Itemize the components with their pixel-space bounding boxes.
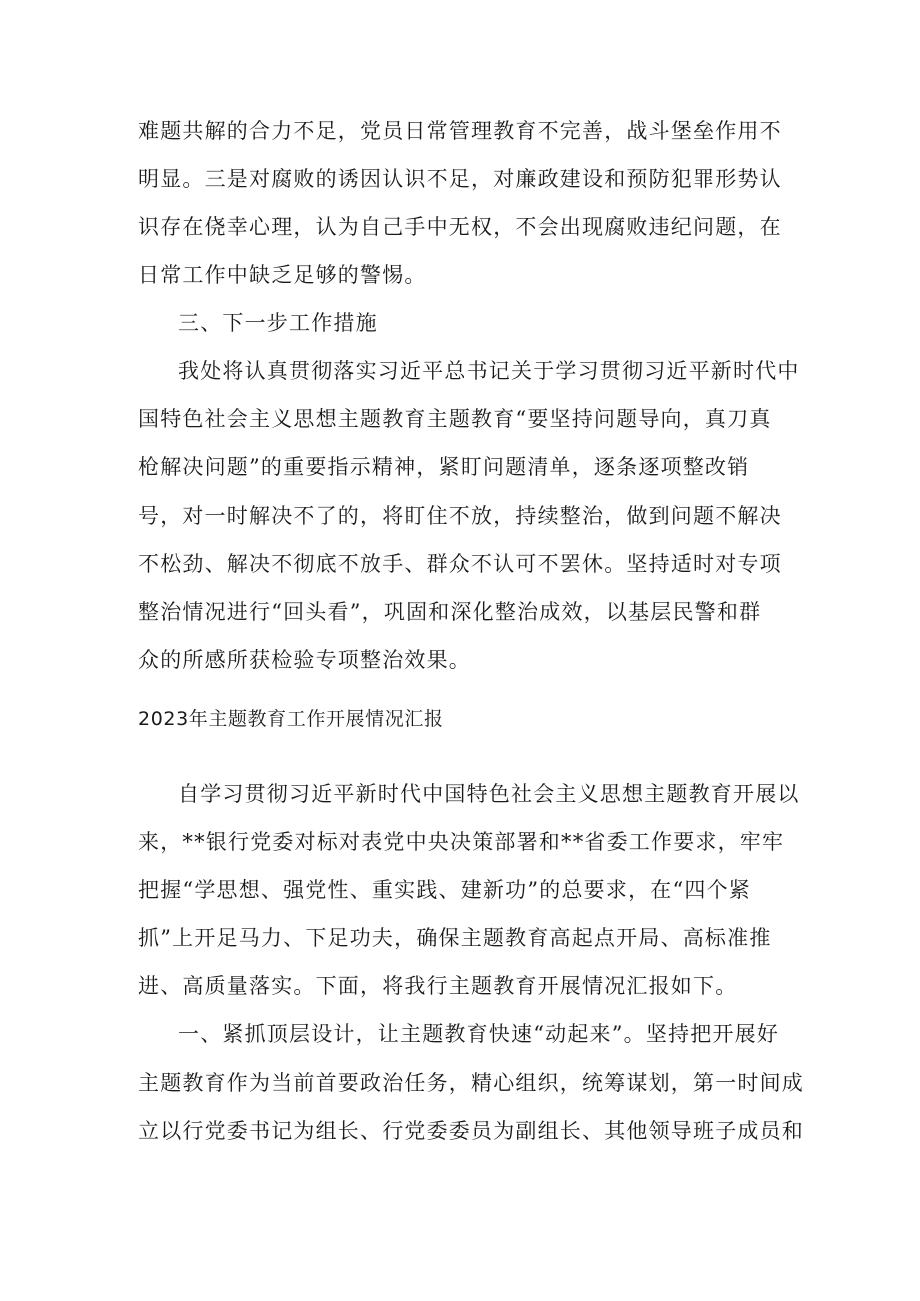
paragraph-line: 来，**银行党委对标对表党中央决策部署和**省委工作要求，牢牢 <box>138 830 785 854</box>
paragraph-line: 号，对一时解决不了的，将盯住不放，持续整治，做到问题不解决 <box>138 504 782 528</box>
paragraph-line: 日常工作中缺乏足够的警惕。 <box>138 263 427 287</box>
paragraph-line: 不松劲、解决不彻底不放手、群众不认可不罢休。坚持适时对专项 <box>138 552 782 576</box>
paragraph-line: 枪解决问题”的重要指示精神，紧盯问题清单，逐条逐项整改销 <box>138 455 750 479</box>
paragraph-line: 我处将认真贯彻落实习近平总书记关于学习贯彻习近平新时代中 <box>178 359 800 383</box>
paragraph-line: 整治情况进行“回头看”，巩固和深化整治成效，以基层民警和群 <box>138 600 762 624</box>
paragraph-line: 国特色社会主义思想主题教育主题教育“要坚持问题导向，真刀真 <box>138 407 772 431</box>
paragraph-line: 难题共解的合力不足，党员日常管理教育不完善，战斗堡垒作用不 <box>138 119 782 143</box>
paragraph-line: 明显。三是对腐败的诱因认识不足，对廉政建设和预防犯罪形势认 <box>138 167 782 191</box>
paragraph-line: 一、紧抓顶层设计，让主题教育快速“动起来”。坚持把开展好 <box>178 1022 780 1046</box>
paragraph-line: 自学习贯彻习近平新时代中国特色社会主义思想主题教育开展以 <box>178 782 800 806</box>
paragraph-line: 主题教育作为当前首要政治任务，精心组织，统筹谋划，第一时间成 <box>138 1071 804 1095</box>
paragraph-line: 把握“学思想、强党性、重实践、建新功”的总要求，在“四个紧 <box>138 878 752 902</box>
paragraph-line: 识存在侥幸心理，认为自己手中无权，不会出现腐败违纪问题，在 <box>138 215 782 239</box>
paragraph-line: 立以行党委书记为组长、行党委委员为副组长、其他领导班子成员和 <box>138 1119 804 1143</box>
section-heading: 三、下一步工作措施 <box>178 311 378 335</box>
paragraph-line: 进、高质量落实。下面，将我行主题教育开展情况汇报如下。 <box>138 974 738 998</box>
report-title: 2023年主题教育工作开展情况汇报 <box>138 708 444 730</box>
paragraph-line: 众的所感所获检验专项整治效果。 <box>138 648 471 672</box>
paragraph-line: 抓”上开足马力、下足功夫，确保主题教育高起点开局、高标准推 <box>138 926 772 950</box>
